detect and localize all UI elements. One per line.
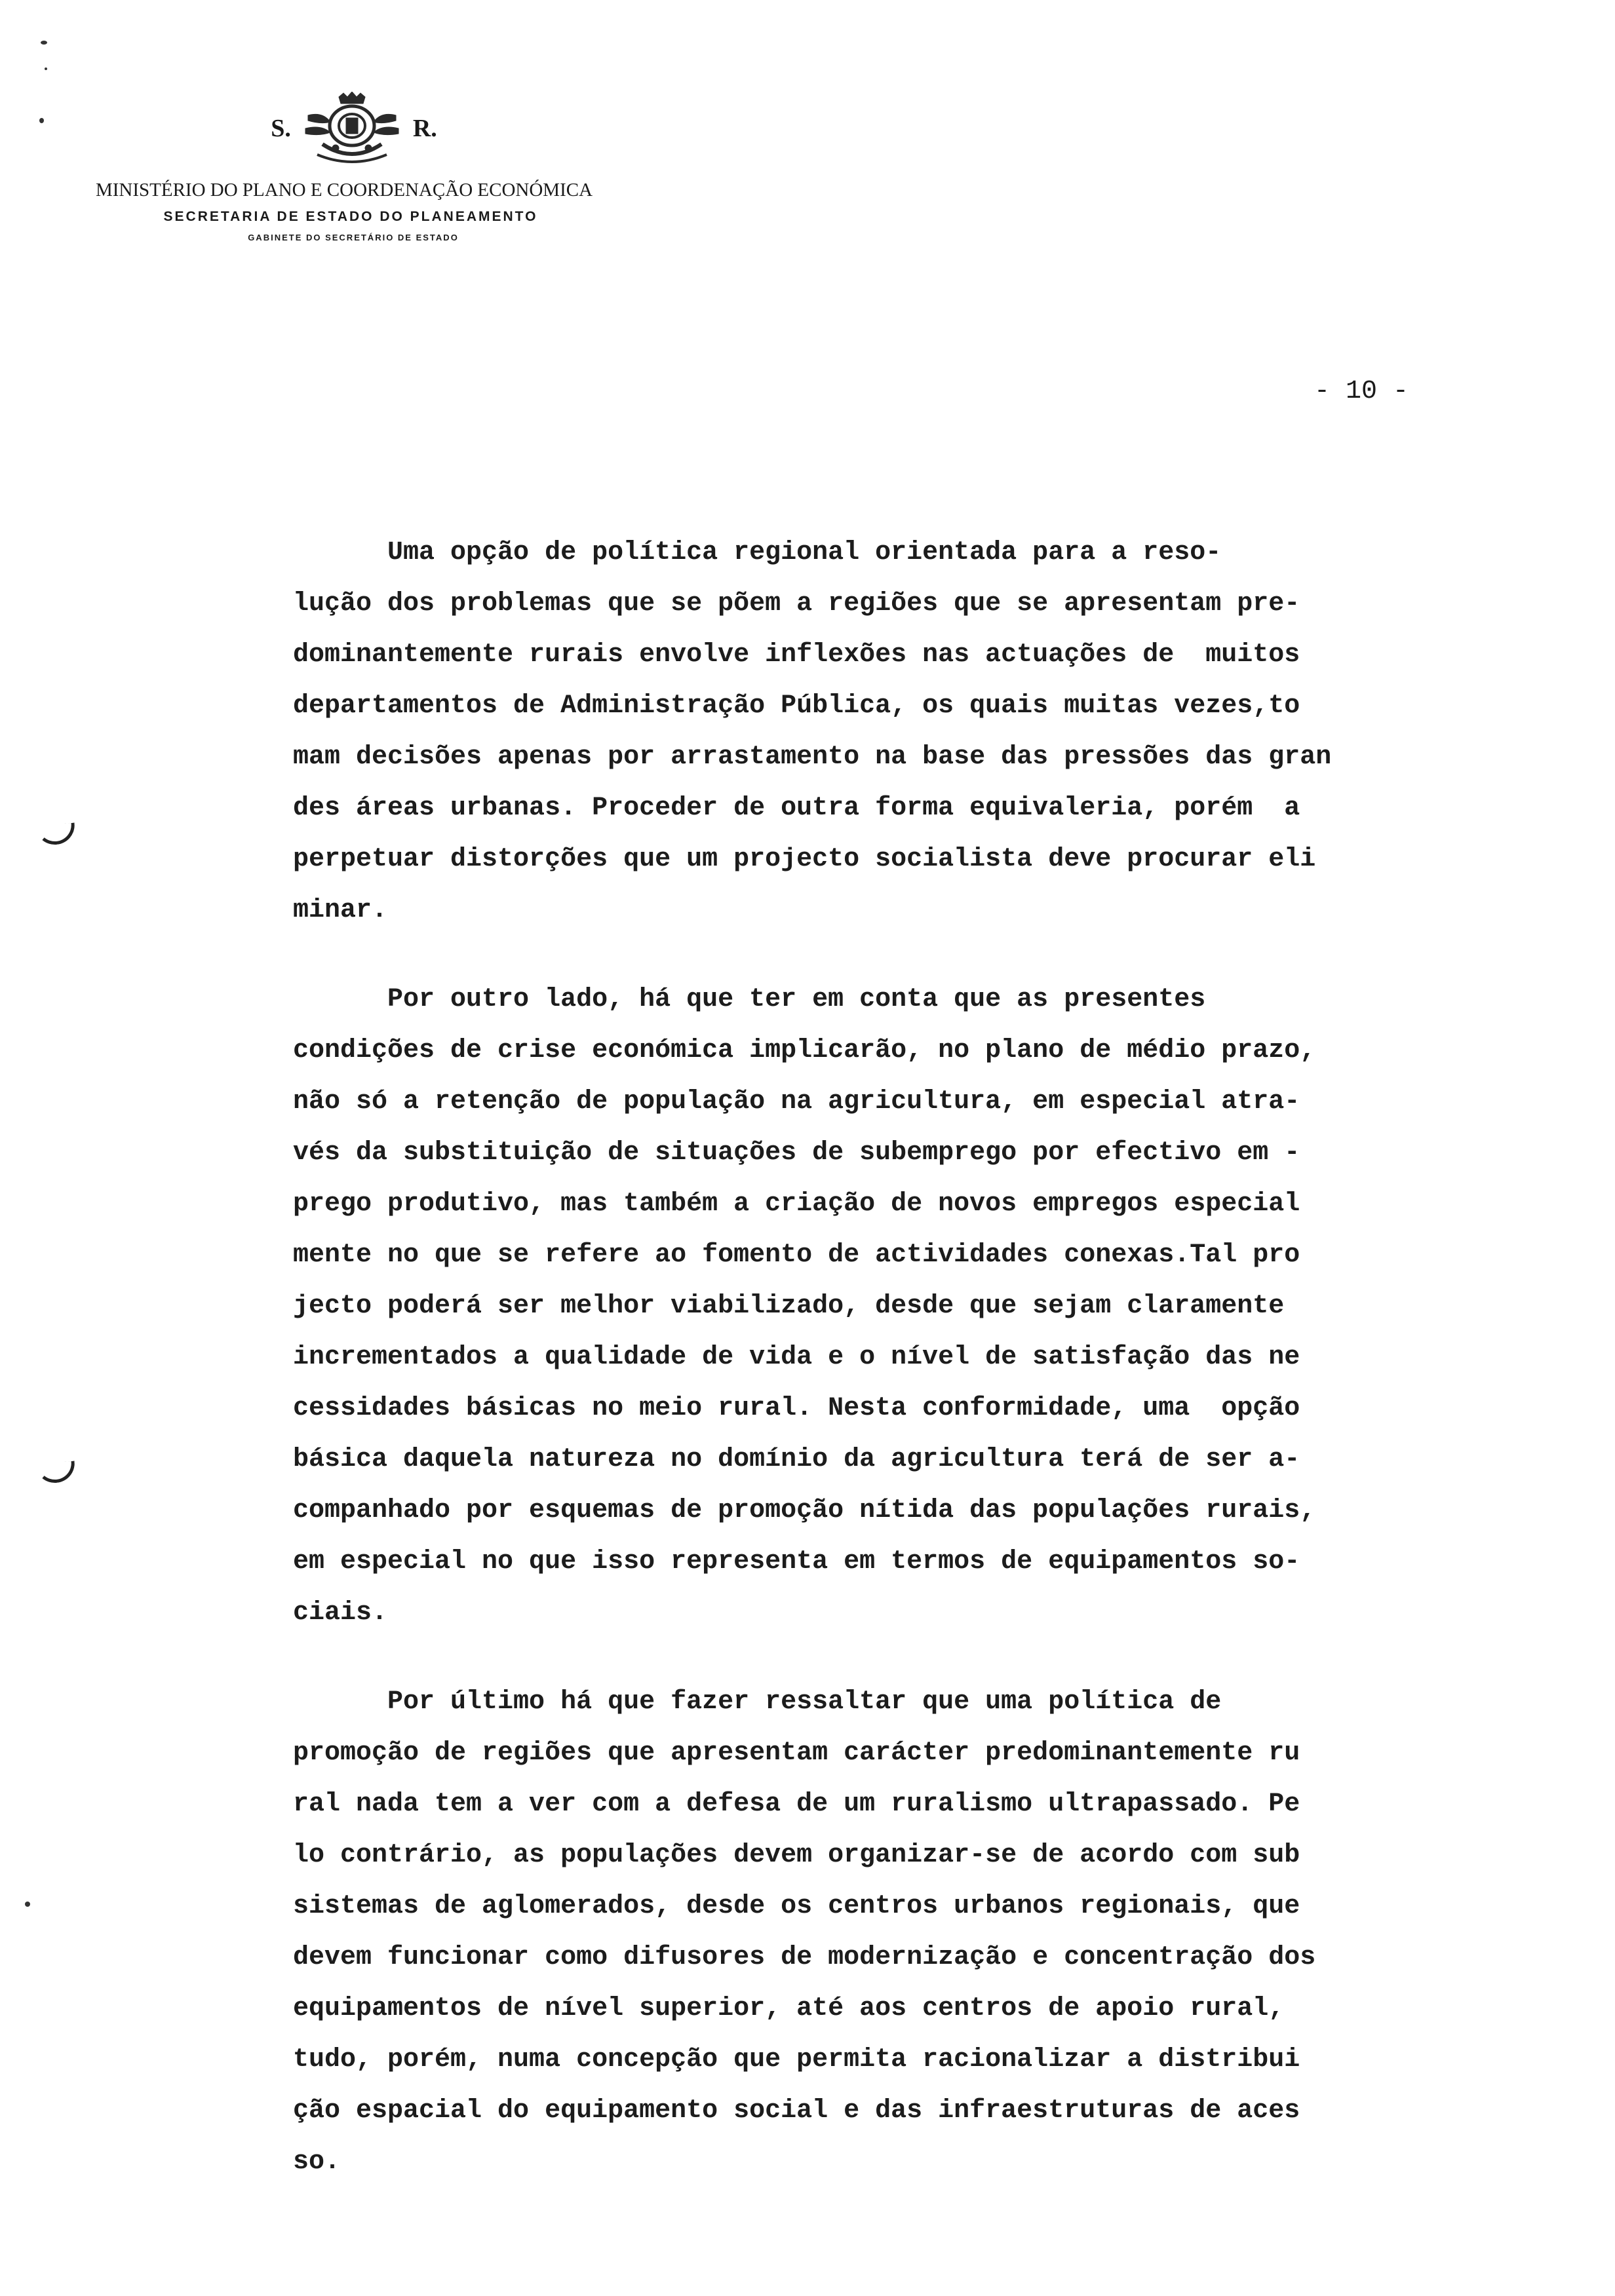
paragraph [293,1677,1331,2188]
paragraph [293,974,1331,1639]
text-line: cessidades básicas no meio rural. Nesta conformidade, uma opção [293,1394,1300,1423]
binder-hole-mark [35,1461,76,1484]
text-line: lo contrário, as populações devem organizar-se de acordo com sub [293,1841,1300,1870]
body-text [293,527,1331,2226]
secretaria-title: SECRETARIA DE ESTADO DO PLANEAMENTO [163,209,538,224]
letterhead [39,92,649,242]
text-line: equipamentos de nível superior, até aos centros de apoio rural, [293,1994,1285,2023]
text-line: mente no que se refere ao fomento de actividades conexas.Tal pro [293,1240,1300,1270]
ministry-title: MINISTÉRIO DO PLANO E COORDENAÇÃO ECONÓMICA [95,180,593,201]
text-line: básica daquela natureza no domínio da agricultura terá de ser a- [293,1445,1300,1474]
text-line: ciais. [293,1598,388,1628]
text-line: lução dos problemas que se põem a regiões que se apresentam pre- [293,589,1300,619]
emblem-row [59,92,649,165]
speck [41,41,47,45]
text-line: incrementados a qualidade de vida e o nível de satisfação das ne [293,1343,1300,1372]
text-line: mam decisões apenas por arrastamento na base das pressões das gran [293,742,1332,772]
text-line: companhado por esquemas de promoção nítida das populações rurais, [293,1496,1316,1525]
text-line: Uma opção de política regional orientada para a reso- [293,538,1222,567]
text-line: sistemas de aglomerados, desde os centros urbanos regionais, que [293,1892,1300,1921]
text-line: minar. [293,896,388,925]
text-line: ção espacial do equipamento social e das infraestruturas de aces [293,2096,1300,2126]
text-line: Por outro lado, há que ter em conta que as presentes [293,985,1206,1014]
text-line: so. [293,2147,341,2177]
text-line: des áreas urbanas. Proceder de outra forma equivaleria, porém a [293,794,1300,823]
letterhead-initial-left: S. [271,115,291,142]
text-line: vés da substituição de situações de subemprego por efectivo em - [293,1138,1300,1168]
speck [39,118,44,123]
text-line: perpetuar distorções que um projecto socialista deve procurar eli [293,845,1316,874]
paragraph [293,527,1331,936]
text-line: promoção de regiões que apresentam carácter predominantemente ru [293,1738,1300,1768]
text-line: em especial no que isso representa em termos de equipamentos so- [293,1547,1300,1577]
letterhead-initial-right: R. [412,115,437,142]
text-line: tudo, porém, numa concepção que permita racionalizar a distribui [293,2045,1300,2075]
gabinete-title: GABINETE DO SECRETÁRIO DE ESTADO [248,233,459,242]
text-line: prego produtivo, mas também a criação de novos empregos especial [293,1189,1300,1219]
text-line: devem funcionar como difusores de modernização e concentração dos [293,1943,1316,1972]
text-line: jecto poderá ser melhor viabilizado, desde que sejam claramente [293,1292,1285,1321]
binder-hole-mark [35,822,76,846]
text-line: ral nada tem a ver com a defesa de um ruralismo ultrapassado. Pe [293,1789,1300,1819]
coat-of-arms-icon [303,92,401,165]
text-line: condições de crise económica implicarão, no plano de médio prazo, [293,1036,1316,1065]
page-number: - 10 - [1314,377,1409,406]
text-line: dominantemente rurais envolve inflexões nas actuações de muitos [293,640,1300,670]
text-line: departamentos de Administração Pública, os quais muitas vezes,to [293,691,1300,721]
text-line: não só a retenção de população na agricultura, em especial atra- [293,1087,1300,1117]
text-line: Por último há que fazer ressaltar que uma política de [293,1687,1222,1717]
speck [25,1902,30,1907]
speck [45,67,47,70]
